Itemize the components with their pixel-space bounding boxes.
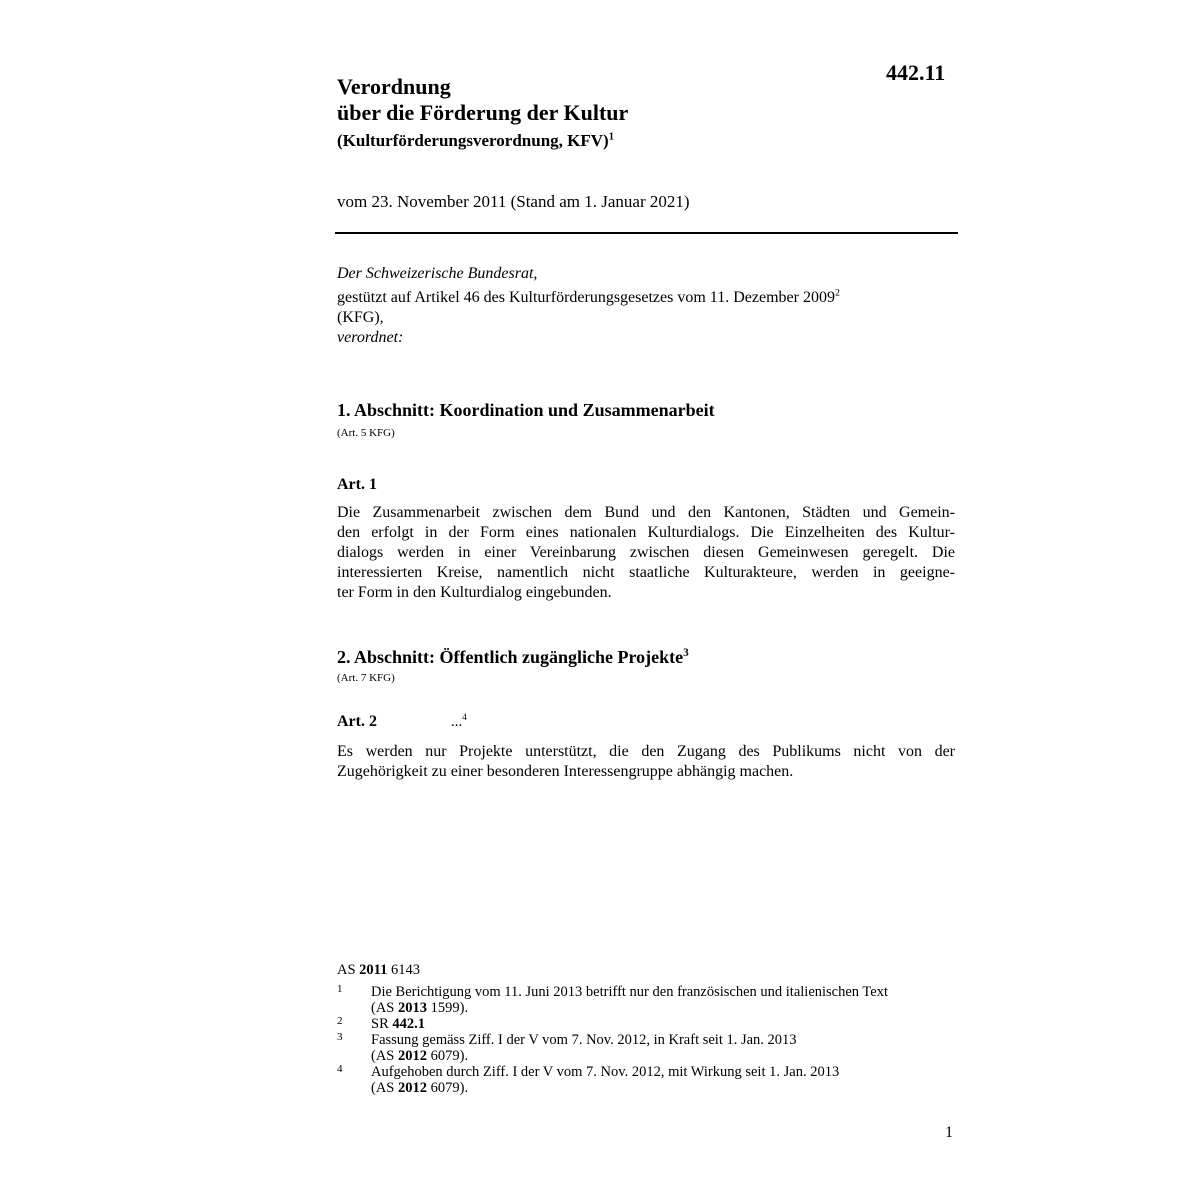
article-1-line: ter Form in den Kulturdialog eingebunden. xyxy=(337,584,612,601)
footnote-1-line1: Die Berichtigung vom 11. Juni 2013 betrifft nur den französischen und italienischen Text xyxy=(371,984,888,1000)
footnote-1-as: (AS xyxy=(371,1000,395,1016)
footnote-4-page: 6079). xyxy=(430,1080,469,1096)
article-2-line: Es werden nur Projekte unterstützt, die den Zugang des Publikums nicht von der xyxy=(337,743,955,760)
preamble-authority: Der Schweizerische Bundesrat, xyxy=(337,265,538,282)
footnote-1-line2 xyxy=(371,1000,888,1016)
footnote-3-number: 3 xyxy=(337,1031,343,1043)
title-line-2: über die Förderung der Kultur xyxy=(337,100,629,125)
preamble-basis-line1: gestützt auf Artikel 46 des Kulturförderungsgesetzes vom 11. Dezember 2009 xyxy=(337,289,835,306)
footnote-4-number: 4 xyxy=(337,1063,343,1075)
article-1-line: interessierten Kreise, namentlich nicht staatliche Kulturakteure, werden in geeigne- xyxy=(337,564,955,581)
footnote-4-as: (AS xyxy=(371,1080,395,1096)
header-divider xyxy=(335,232,958,234)
footnote-ref-3[interactable]: 3 xyxy=(683,647,689,659)
sr-number: 442.11 xyxy=(886,60,946,85)
article-2-text xyxy=(337,742,955,782)
section-2-heading xyxy=(337,647,689,668)
article-2-title: Art. 2 xyxy=(337,713,377,730)
date-line: vom 23. November 2011 (Stand am 1. Januar 2021) xyxy=(337,192,690,211)
as-citation xyxy=(337,962,420,979)
title-line-1: Verordnung xyxy=(337,74,451,99)
footnote-2-number-ref: 442.1 xyxy=(392,1016,425,1032)
as-page: 6143 xyxy=(391,962,420,978)
footnote-3-text xyxy=(371,1032,797,1064)
article-1-line: den erfolgt in der Form eines nationalen Kulturdialogs. Die Einzelheiten des Kultur- xyxy=(337,524,955,541)
article-2-line: Zugehörigkeit zu einer besonderen Interessengruppe abhängig machen. xyxy=(337,763,794,780)
section-2-heading-text: 2. Abschnitt: Öffentlich zugängliche Projekte xyxy=(337,647,684,667)
preamble-basis xyxy=(337,288,840,308)
footnote-1-page: 1599). xyxy=(430,1000,469,1016)
article-2-ellipsis: ... xyxy=(451,714,463,730)
footnote-2-sr: SR xyxy=(371,1016,389,1032)
footnote-3-line1: Fassung gemäss Ziff. I der V vom 7. Nov. 2012, in Kraft seit 1. Jan. 2013 xyxy=(371,1032,797,1048)
footnote-4-line2 xyxy=(371,1080,839,1096)
footnote-4-text xyxy=(371,1064,839,1096)
page-number: 1 xyxy=(945,1124,953,1141)
footnote-3-as: (AS xyxy=(371,1048,395,1064)
footnote-ref-4[interactable]: 4 xyxy=(462,713,467,723)
footnote-ref-2[interactable]: 2 xyxy=(834,287,840,299)
footnote-2-number: 2 xyxy=(337,1015,343,1027)
document-title xyxy=(337,74,628,126)
footnote-1-text xyxy=(371,984,888,1016)
section-1-heading-text: 1. Abschnitt: Koordination und Zusammenarbeit xyxy=(337,400,715,420)
article-1-text xyxy=(337,503,955,603)
article-1-line: Die Zusammenarbeit zwischen dem Bund und den Kantonen, Städten und Gemein- xyxy=(337,504,955,521)
section-1-ref: (Art. 5 KFG) xyxy=(337,427,395,439)
footnote-3-page: 6079). xyxy=(430,1048,469,1064)
footnote-4-line1: Aufgehoben durch Ziff. I der V vom 7. Nov. 2012, mit Wirkung seit 1. Jan. 2013 xyxy=(371,1064,840,1080)
article-1-line: dialogs werden in einer Vereinbarung zwischen diesen Gemeinwesen geregelt. Die xyxy=(337,544,955,561)
as-prefix: AS xyxy=(337,962,356,978)
footnote-4-year: 2012 xyxy=(398,1080,427,1096)
section-1-heading xyxy=(337,400,715,421)
as-year: 2011 xyxy=(359,962,388,978)
preamble-enacting: verordnet: xyxy=(337,329,404,346)
footnote-3-year: 2012 xyxy=(398,1048,427,1064)
section-2-ref: (Art. 7 KFG) xyxy=(337,672,395,684)
footnote-3-line2 xyxy=(371,1048,797,1064)
article-2-note xyxy=(451,714,467,731)
footnote-1-year: 2013 xyxy=(398,1000,427,1016)
preamble-basis-line2: (KFG), xyxy=(337,309,384,326)
short-title xyxy=(337,131,614,151)
preamble xyxy=(337,264,840,348)
short-title-text: (Kulturförderungsverordnung, KFV) xyxy=(337,131,609,150)
footnote-1-number: 1 xyxy=(337,983,343,995)
footnote-2-text xyxy=(371,1016,425,1032)
article-1-title: Art. 1 xyxy=(337,476,377,493)
footnote-ref-1[interactable]: 1 xyxy=(608,131,614,143)
